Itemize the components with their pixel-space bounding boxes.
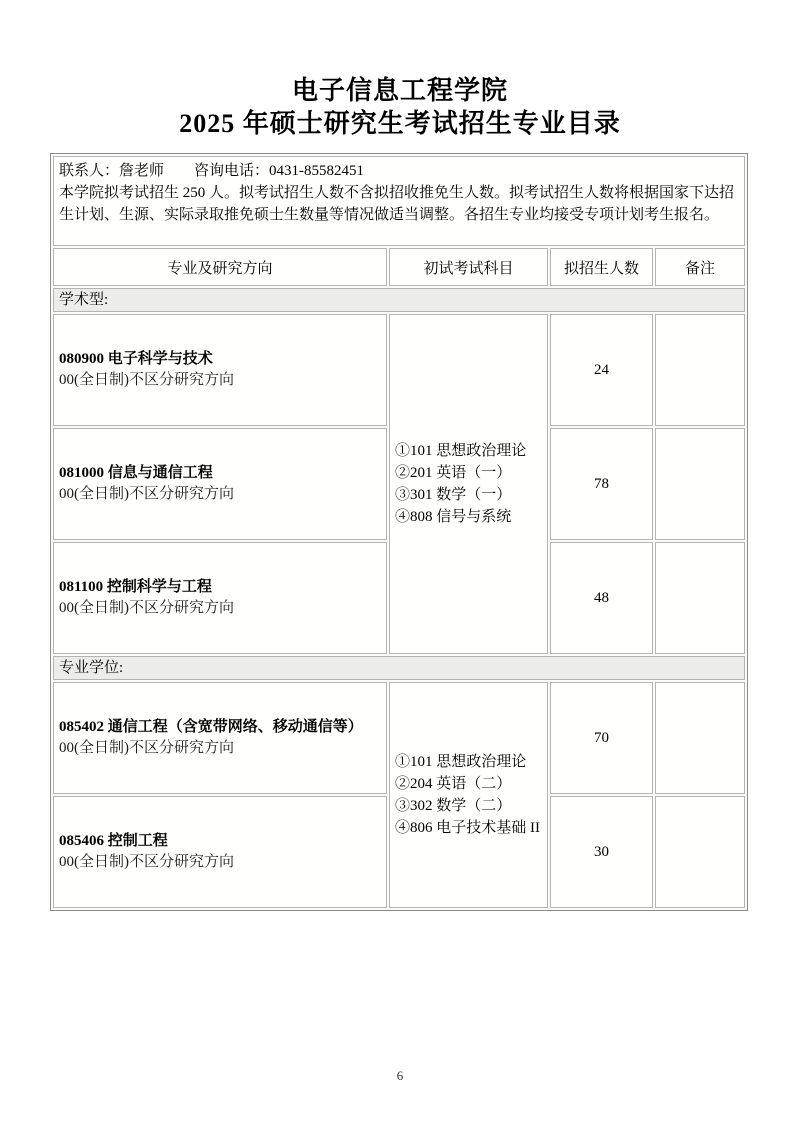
- program-direction: 00(全日制)不区分研究方向: [59, 372, 234, 388]
- exam-subjects-academic: [389, 314, 548, 654]
- exam-subject-line: ③302 数学（二）: [395, 798, 512, 814]
- column-header-exam-subjects: 初试考试科目: [389, 248, 548, 286]
- exam-subject-line: ④806 电子技术基础 II: [395, 820, 540, 836]
- program-direction: 00(全日制)不区分研究方向: [59, 486, 234, 502]
- table-row: [53, 314, 745, 426]
- intro-row: [53, 156, 745, 246]
- program-direction: 00(全日制)不区分研究方向: [59, 600, 234, 616]
- table-header-row: [53, 248, 745, 286]
- program-name: 080900 电子科学与技术: [59, 351, 213, 367]
- program-cell-081100: [53, 542, 387, 654]
- column-header-quota: 拟招生人数: [550, 248, 653, 286]
- page-number: 6: [396, 1068, 404, 1083]
- program-cell-081000: [53, 428, 387, 540]
- exam-subject-line: ②201 英语（一）: [395, 465, 512, 481]
- program-direction: 00(全日制)不区分研究方向: [59, 854, 234, 870]
- column-header-major: 专业及研究方向: [53, 248, 387, 286]
- catalog-title: 2025 年硕士研究生考试招生专业目录: [179, 109, 621, 138]
- program-cell-080900: [53, 314, 387, 426]
- remark-value: [655, 542, 745, 654]
- column-header-remarks: 备注: [655, 248, 745, 286]
- quota-value: 78: [550, 428, 653, 540]
- table-row: [53, 682, 745, 794]
- remark-value: [655, 796, 745, 908]
- contact-line: 联系人：詹老师 咨询电话：0431-85582451: [59, 163, 364, 179]
- program-direction: 00(全日制)不区分研究方向: [59, 740, 234, 756]
- quota-value: 30: [550, 796, 653, 908]
- remark-value: [655, 682, 745, 794]
- college-title: 电子信息工程学院: [291, 76, 508, 105]
- exam-subject-line: ④808 信号与系统: [395, 509, 512, 525]
- quota-value: 48: [550, 542, 653, 654]
- program-name: 085406 控制工程: [59, 833, 168, 849]
- exam-subject-line: ①101 思想政治理论: [395, 443, 527, 459]
- exam-subject-line: ②204 英语（二）: [395, 776, 512, 792]
- intro-cell: [53, 156, 745, 246]
- quota-value: 70: [550, 682, 653, 794]
- program-cell-085402: [53, 682, 387, 794]
- exam-subject-line: ③301 数学（一）: [395, 487, 512, 503]
- section-row-professional: [53, 656, 745, 680]
- program-cell-085406: [53, 796, 387, 908]
- section-label-academic: 学术型:: [53, 288, 745, 312]
- program-name: 081100 控制科学与工程: [59, 579, 212, 595]
- section-label-professional: 专业学位:: [53, 656, 745, 680]
- exam-subject-line: ①101 思想政治理论: [395, 754, 527, 770]
- document-header: [0, 0, 800, 140]
- notice-text: 本学院拟考试招生 250 人。拟考试招生人数不含拟招收推免生人数。拟考试招生人数将根据国家下达招生计划、生源、实际录取推免硕士生数量等情况做适当调整。各招生专业均接受专项计划考生报名。: [59, 185, 735, 223]
- quota-value: 24: [550, 314, 653, 426]
- admissions-table: [50, 153, 748, 911]
- exam-subjects-professional: [389, 682, 548, 908]
- remark-value: [655, 428, 745, 540]
- program-name: 081000 信息与通信工程: [59, 465, 213, 481]
- remark-value: [655, 314, 745, 426]
- program-name: 085402 通信工程（含宽带网络、移动通信等）: [59, 719, 363, 735]
- section-row-academic: [53, 288, 745, 312]
